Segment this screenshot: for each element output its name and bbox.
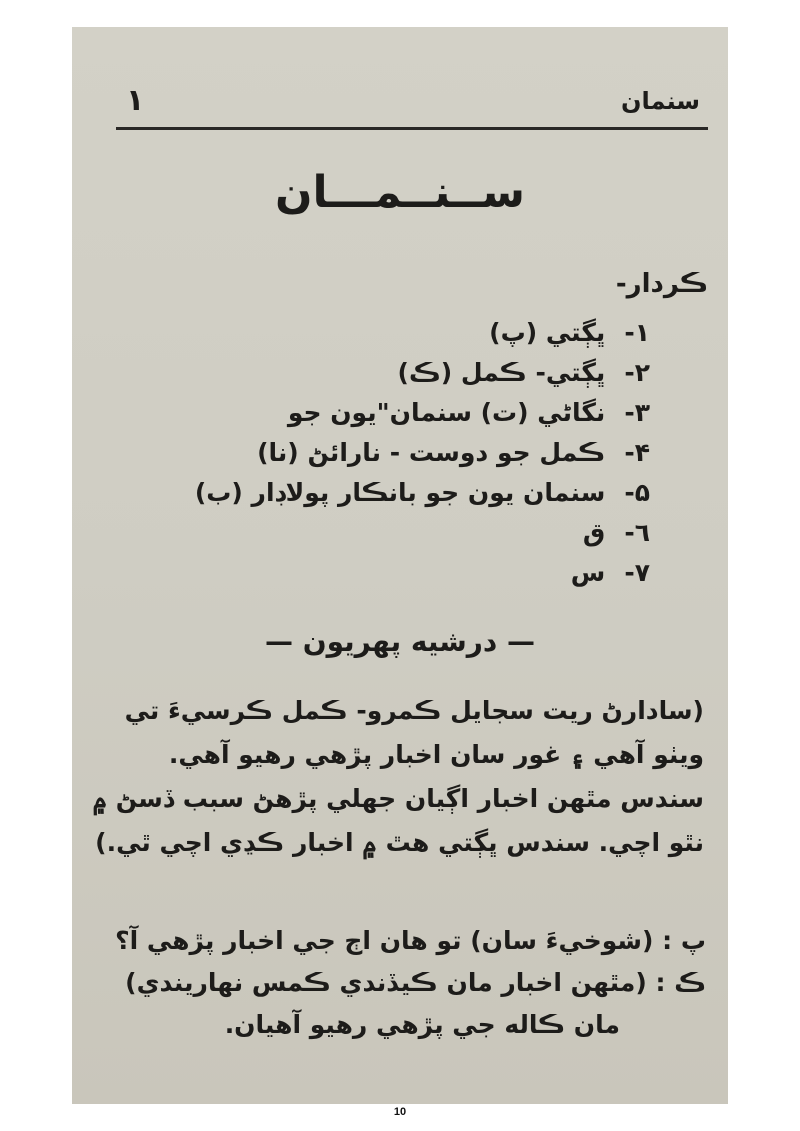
- cast-item-text: سنمان يون جو بانڪار پولاڊار (ب): [194, 478, 606, 507]
- page-header: [112, 79, 708, 125]
- cast-item: [110, 473, 650, 513]
- cast-item-number: ۵-: [624, 478, 650, 507]
- dialogue-text: مان ڪاله جي پڙهي رهيو آهيان.: [224, 1010, 620, 1039]
- stage-direction: (سادارڻ ريت سجايل ڪمرو- ڪمل ڪرسيءَ تي ويٺو آهي ۽ غور سان اخبار پڙهي رهيو آهي. سندس مٿهن اخبار اڳيان جهلي پڙهڻ سبب ڏسڻ ۾ نٿو اچي. سندس ڀڳتي هٿ ۾ اخبار ڪڍي اچي ٿي.): [92, 696, 704, 857]
- dialogue-line-continuation: [80, 1004, 706, 1046]
- speaker-tag: ڪ :: [655, 968, 706, 997]
- dialogue: [80, 920, 706, 1046]
- cast-item-number: ١-: [624, 318, 650, 347]
- cast-item-number: ٣-: [624, 398, 650, 427]
- cast-item-text: س: [570, 558, 606, 587]
- cast-item-text: ڀڳتي- ڪمل (ڪ): [397, 358, 606, 387]
- dialogue-line: [80, 962, 706, 1004]
- play-title: ســنــمـــان: [274, 167, 526, 218]
- cast-heading: ڪردار-: [615, 269, 708, 299]
- cast-item: [110, 433, 650, 473]
- cast-item: [110, 553, 650, 593]
- cast-item-text: ڪمل جو دوست - نارائڻ (نا): [257, 438, 606, 467]
- cast-item-number: ٢-: [624, 358, 650, 387]
- header-rule: [116, 127, 708, 130]
- cast-item-text: ڀڳتي (پ): [489, 318, 606, 347]
- book-page-number: ١: [126, 83, 145, 118]
- cast-item-text: ق: [582, 518, 606, 547]
- footer-page-number: 10: [393, 1106, 407, 1118]
- cast-item: [110, 393, 650, 433]
- dialogue-line: [80, 920, 706, 962]
- cast-item: [110, 513, 650, 553]
- book-page-scan: [72, 27, 728, 1104]
- cast-item: [110, 313, 650, 353]
- running-title: سنمان: [621, 87, 700, 115]
- cast-item-number: ٦-: [624, 518, 650, 547]
- dialogue-text: (مٿهن اخبار مان ڪيڏندي ڪمس نهاريندي): [125, 968, 647, 997]
- cast-item: [110, 353, 650, 393]
- scene-heading: — درشيه پهريون —: [264, 625, 536, 658]
- cast-list: [110, 313, 650, 593]
- speaker-tag: پ :: [662, 926, 706, 955]
- cast-item-number: ٧-: [624, 558, 650, 587]
- cast-item-number: ۴-: [624, 438, 650, 467]
- dialogue-text: (شوخيءَ سان) تو هان اڄ جي اخبار پڙهي آ؟: [115, 926, 654, 955]
- cast-item-text: نگاڻي (ت) سنمان"يون جو: [287, 398, 606, 427]
